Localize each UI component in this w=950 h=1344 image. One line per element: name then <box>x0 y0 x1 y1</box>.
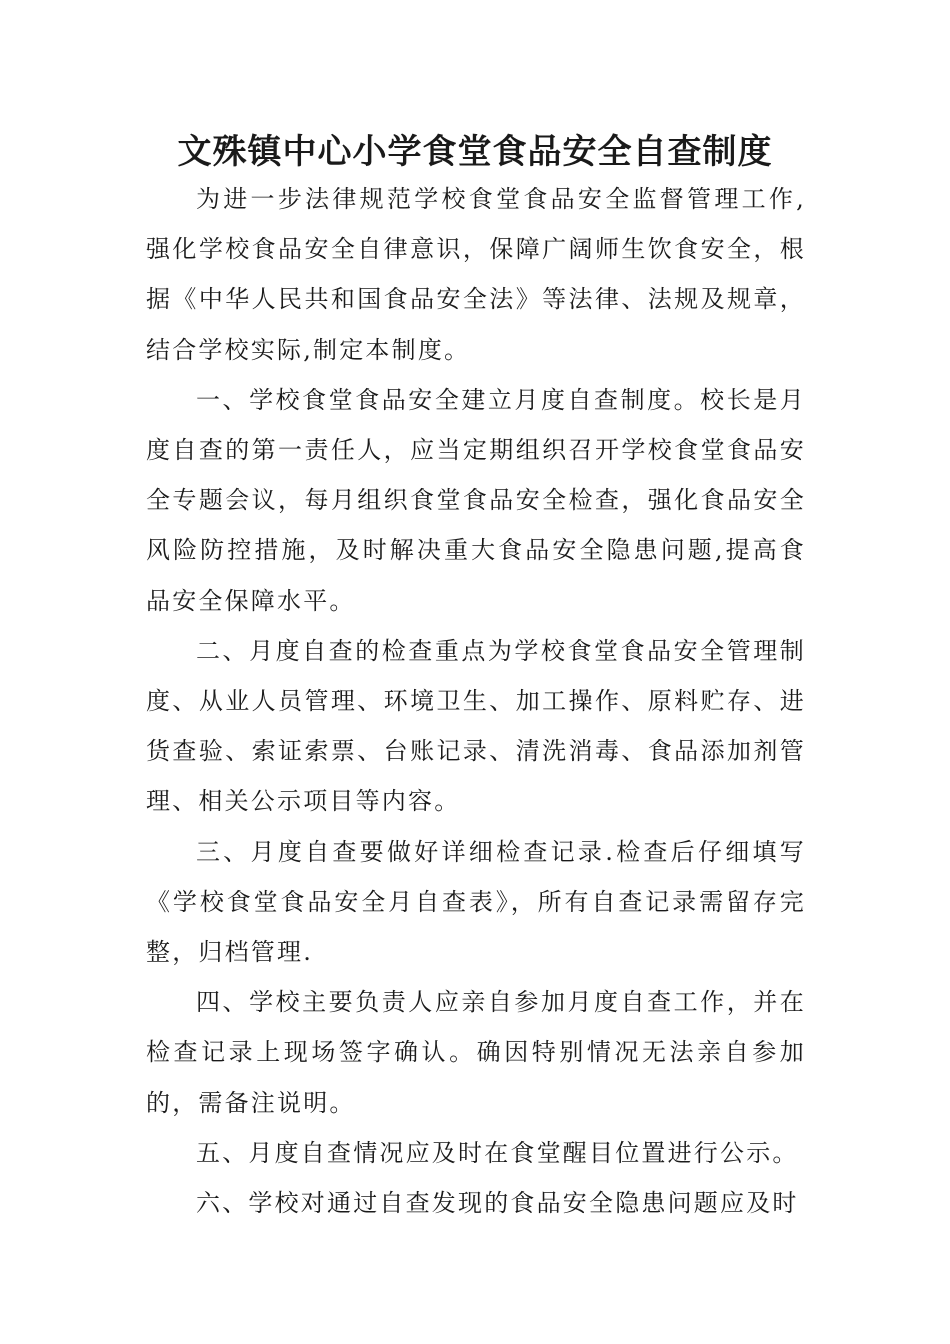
paragraph-item-6: 六、学校对通过自查发现的食品安全隐患问题应及时 <box>196 1189 799 1218</box>
paragraph-item-1: 一、学校食堂食品安全建立月度自查制度。校长是月度自查的第一责任人，应当定期组织召开学校食堂食品安全专题会议，每月组织食堂食品安全检查，强化食品安全风险防控措施，及时解决重大食品安全隐患问题,提高食品安全保障水平。 <box>146 385 806 615</box>
paragraph-intro: 为进一步法律规范学校食堂食品安全监督管理工作,强化学校食品安全自律意识，保障广阔师生饮食安全，根据《中华人民共和国食品安全法》等法律、法规及规章，结合学校实际,制定本制度。 <box>146 185 806 364</box>
paragraph-item-3: 三、月度自查要做好详细检查记录.检查后仔细填写《学校食堂食品安全月自查表》，所有自查记录需留存完整，归档管理. <box>146 837 806 967</box>
paragraph-item-4: 四、学校主要负责人应亲自参加月度自查工作，并在检查记录上现场签字确认。确因特别情况无法亲自参加的，需备注说明。 <box>146 988 806 1117</box>
paragraph-item-5: 五、月度自查情况应及时在食堂醒目位置进行公示。 <box>196 1138 799 1167</box>
document-title: 文殊镇中心小学食堂食品安全自查制度 <box>177 132 773 172</box>
paragraph-item-2: 二、月度自查的检查重点为学校食堂食品安全管理制度、从业人员管理、环境卫生、加工操作、原料贮存、进货查验、索证索票、台账记录、清洗消毒、食品添加剂管理、相关公示项目等内容。 <box>146 636 806 816</box>
document-body <box>146 174 806 1228</box>
